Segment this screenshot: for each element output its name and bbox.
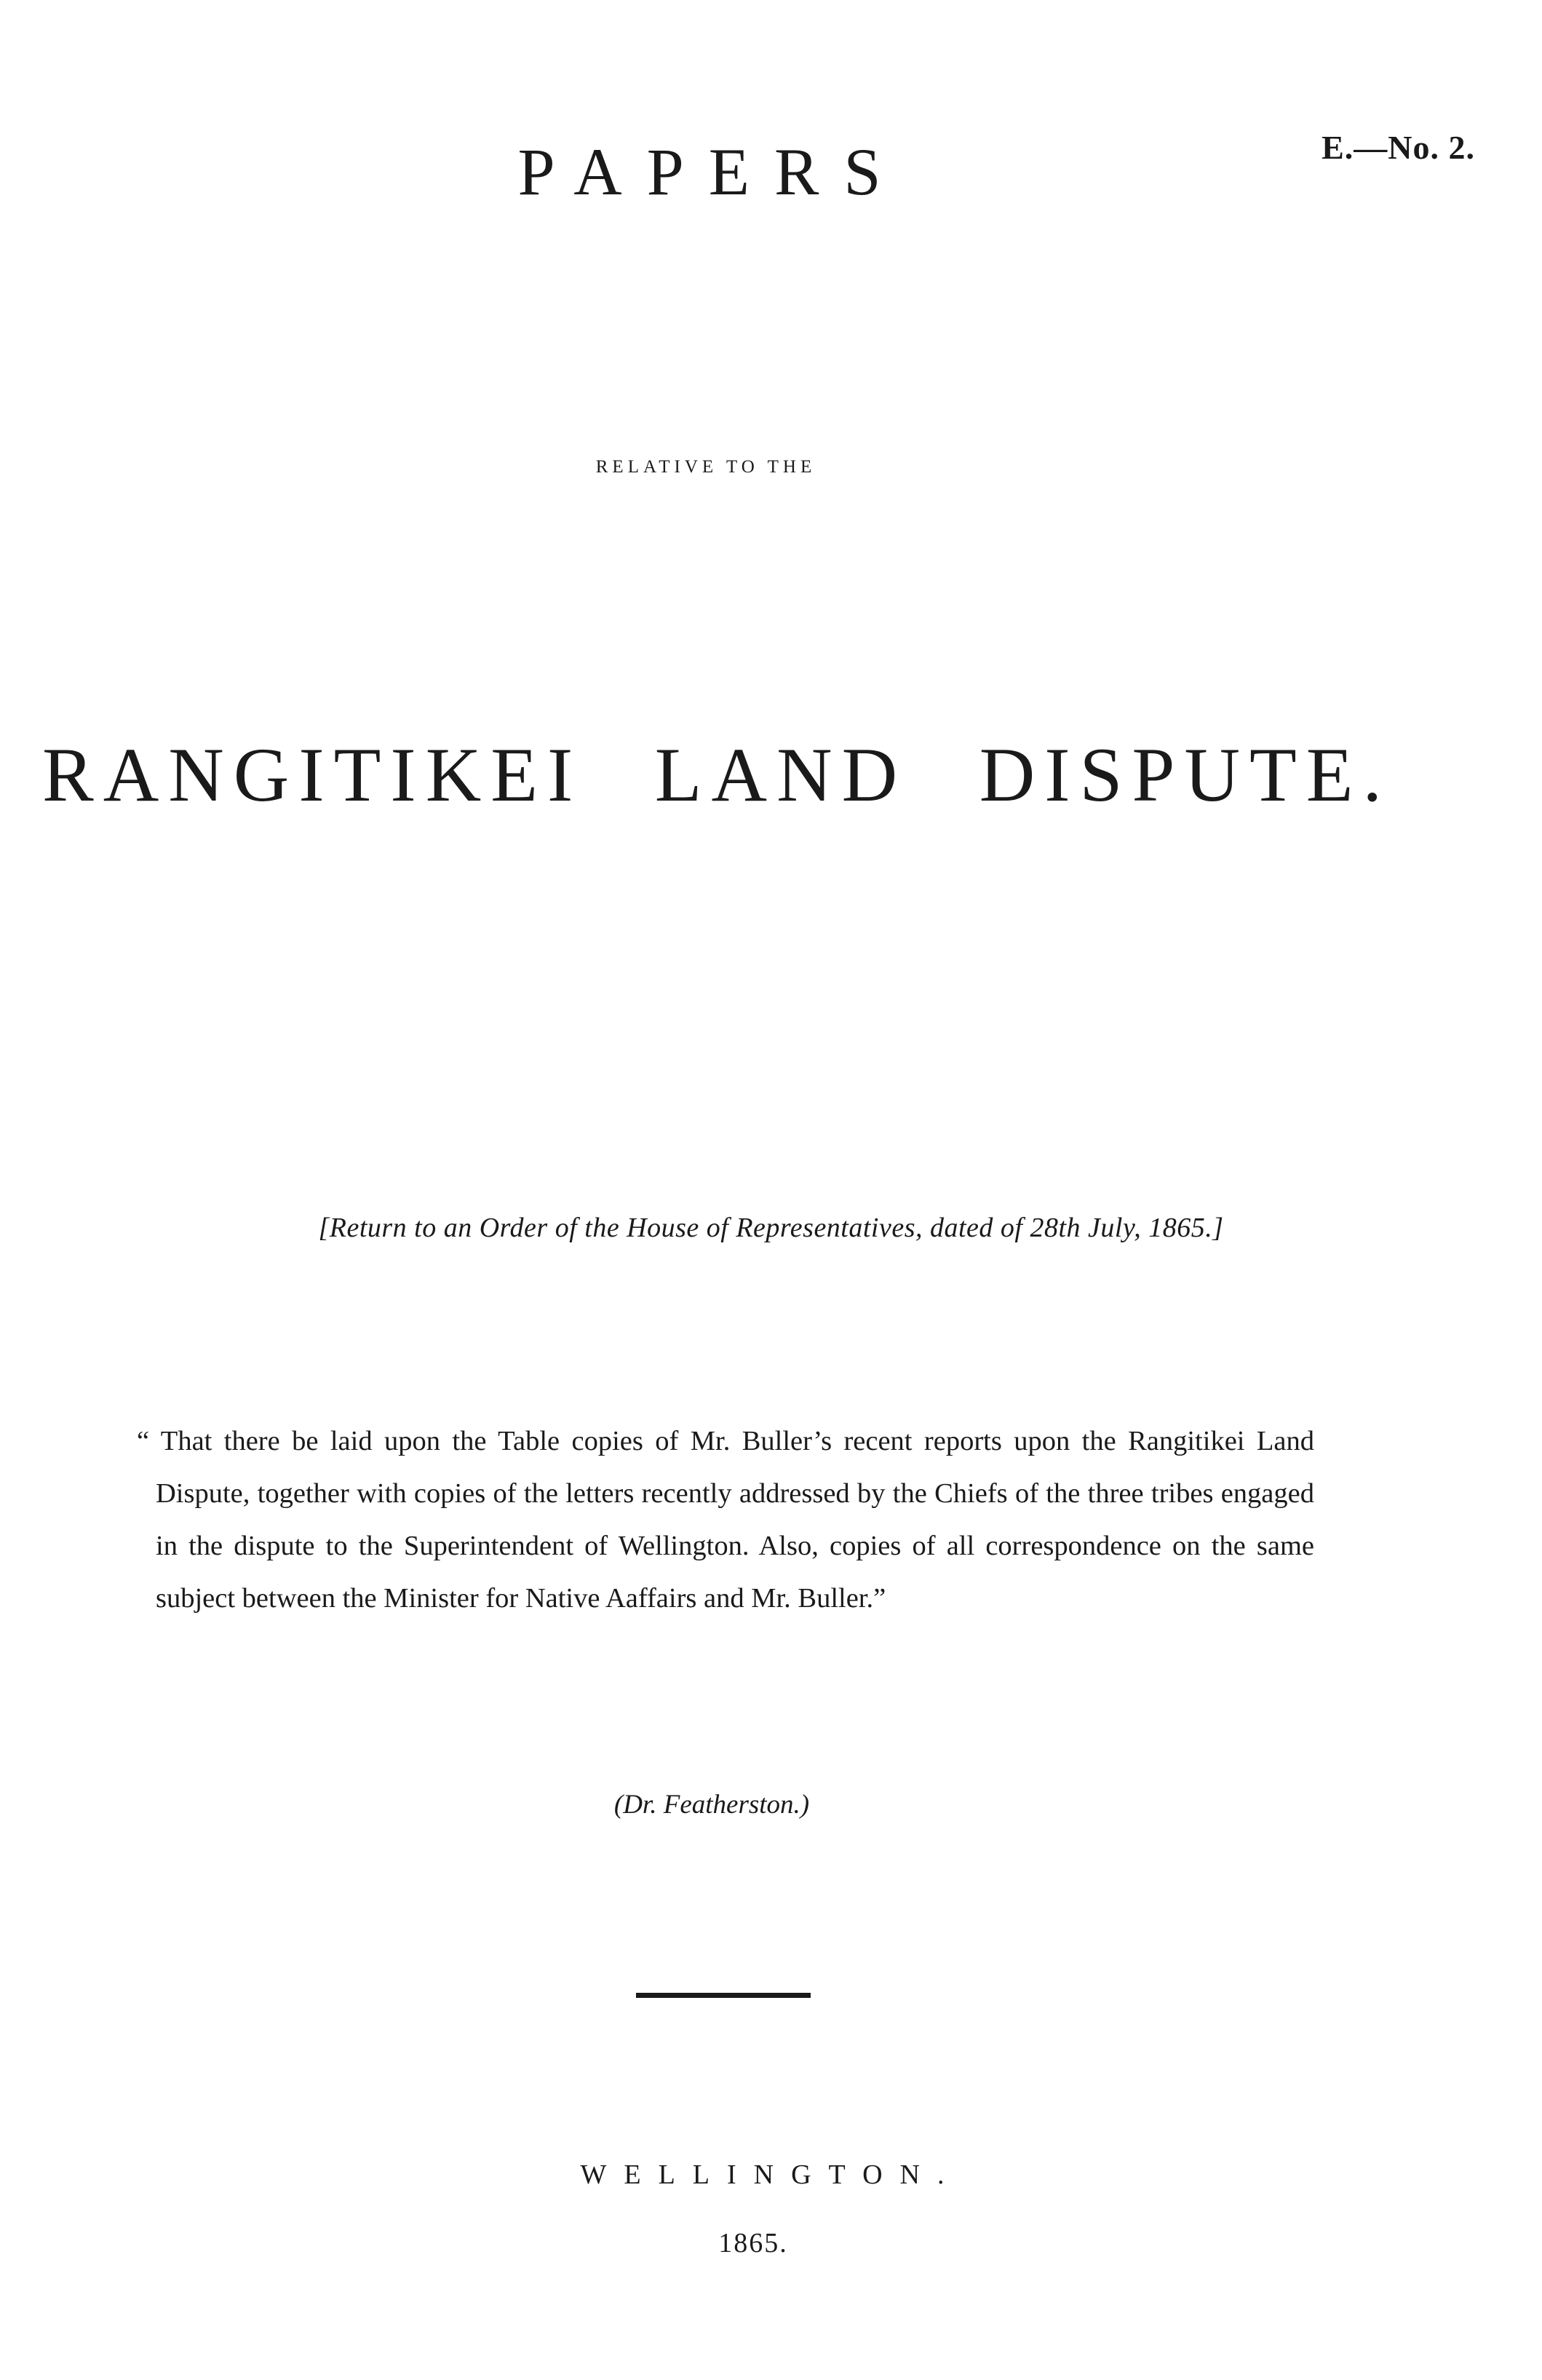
relative-to-caption: RELATIVE TO THE: [595, 457, 816, 477]
publication-year: 1865.: [718, 2228, 788, 2258]
publication-place: WELLINGTON.: [580, 2159, 962, 2190]
subject-heading: RANGITIKEI LAND DISPUTE.: [42, 732, 1391, 817]
motion-paragraph: “ That there be laid upon the Table copies of Mr. Buller’s recent reports upon the Rangitikei Land Dispute, together with copies of the letters recently addressed by the Chiefs of the three tribes engaged in the dispute to the Superintendent of Wellington. Also, copies of all correspondence on the same subject between the Minister for Native Aaffairs and Mr. Buller.”: [137, 1426, 1314, 1614]
return-order-note: [Return to an Order of the House of Representatives, dated of 28th July, 1865.]: [318, 1213, 1224, 1243]
document-title: PAPERS: [517, 135, 906, 209]
document-number: E.—No. 2.: [1322, 129, 1475, 166]
mover-attribution: (Dr. Featherston.): [613, 1790, 810, 1820]
horizontal-rule: [636, 1993, 811, 1998]
